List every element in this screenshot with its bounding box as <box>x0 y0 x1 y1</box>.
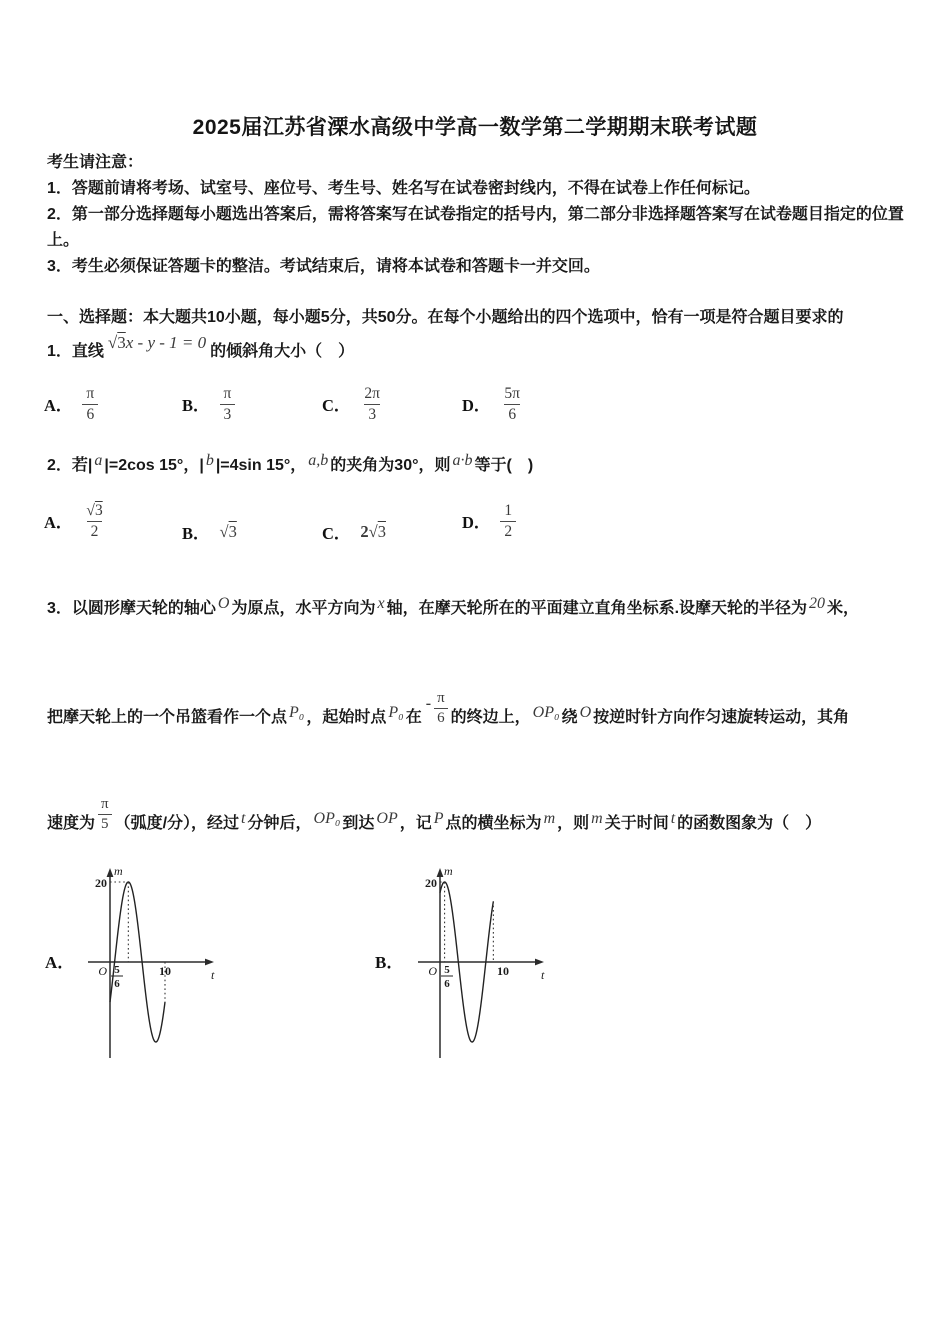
text-segment: 轴，在摩天轮所在的平面建立直角坐标系.设摩天轮的半径为 <box>386 600 808 617</box>
radical-sign: √ <box>86 502 95 519</box>
inline-fraction <box>98 796 112 832</box>
radicand: 3 <box>377 522 386 541</box>
fraction-denominator: 2 <box>500 521 516 541</box>
text-segment: 为原点，水平方向为 <box>231 600 376 617</box>
text-segment: 等于( ) <box>474 457 534 474</box>
text-segment: 的夹角为30°，则 <box>330 457 451 474</box>
q1-options <box>0 385 950 431</box>
q2-options <box>0 502 950 562</box>
notice-item-2: 2．第一部分选择题每小题选出答案后，需将答案写在试卷指定的括号内，第二部分非选择题答案写在试卷题目指定的位置上。 <box>47 206 904 249</box>
x-tick-frac-num: 5 <box>444 964 450 976</box>
inline-fraction <box>434 690 448 726</box>
math-segment: OP <box>376 810 398 828</box>
y-tick-20: 20 <box>95 876 107 890</box>
text-segment: 速度为 <box>47 815 96 833</box>
question-3-line-2 <box>47 690 905 736</box>
text-segment: 的函数图象为（ ） <box>677 815 822 833</box>
text-segment: ，记 <box>399 815 432 833</box>
fraction-numerator: 5π <box>504 385 520 402</box>
q1-option-b <box>182 385 235 424</box>
sqrt-expression <box>220 522 237 542</box>
math-segment: a <box>94 452 103 469</box>
x-tick-frac-num: 5 <box>114 964 120 976</box>
page-title: 2025届江苏省溧水高级中学高一数学第二学期期末联考试题 <box>192 116 758 139</box>
origin-label: O <box>428 964 437 978</box>
option-label: B． <box>182 396 210 416</box>
fraction <box>220 385 236 424</box>
option-label: A． <box>44 513 73 533</box>
math-segment: a·b <box>452 452 473 469</box>
math-segment: P <box>433 810 444 828</box>
option-label: B． <box>182 524 210 543</box>
question-1-stem <box>47 333 905 365</box>
q1-number: 1． <box>47 343 72 360</box>
x-axis-arrow <box>535 959 544 966</box>
notice-item-1: 1．答题前请将考场、试室号、座位号、考生号、姓名写在试卷密封线内，不得在试卷上作任何标记。 <box>47 180 760 197</box>
section-heading: 一、选择题：本大题共10小题，每小题5分，共50分。在每个小题给出的四个选项中，恰有一项是符合题目要求的 <box>47 309 844 326</box>
math-segment: P₀ <box>289 704 305 722</box>
math-segment: P₀ <box>388 704 404 722</box>
q2-option-d <box>462 502 516 541</box>
question-2-stem <box>47 453 905 479</box>
fraction-denominator: 3 <box>364 404 380 424</box>
q1-option-a <box>44 385 98 424</box>
q1-option-c <box>322 385 384 424</box>
dotted-guides <box>440 882 493 962</box>
text-segment: 2．若| <box>47 457 93 474</box>
fraction <box>82 502 106 541</box>
text-segment: 的终边上， <box>450 709 531 727</box>
q1-pre-text: 直线 <box>71 343 104 360</box>
y-tick-20: 20 <box>425 876 437 890</box>
q2-option-a <box>44 502 107 541</box>
q1-equation <box>104 333 210 352</box>
math-segment: x <box>377 595 385 612</box>
math-segment: a,b <box>308 452 329 469</box>
origin-label: O <box>98 964 107 978</box>
text-segment: 关于时间 <box>604 815 669 833</box>
radical-sign: √ <box>219 522 229 541</box>
text-segment: |=4sin 15°， <box>215 457 307 474</box>
fraction-numerator: π <box>223 385 232 402</box>
radicand: 3 <box>117 333 126 352</box>
fraction <box>360 385 384 424</box>
graph-option-a <box>45 862 275 1082</box>
x-axis-label: t <box>541 968 545 982</box>
fraction-numerator: π <box>101 796 109 812</box>
text-segment: 3．以圆形摩天轮的轴心 <box>47 600 216 617</box>
fraction-numerator: 2π <box>364 385 380 402</box>
option-label: D． <box>462 396 491 416</box>
question-3-line-1 <box>47 596 905 622</box>
graph-option-b <box>375 862 605 1082</box>
text-segment: 按逆时针方向作匀速旋转运动，其角 <box>593 709 850 727</box>
graph-a-plot <box>80 862 250 1077</box>
x-tick-10: 10 <box>497 964 509 978</box>
fraction-numerator <box>82 502 106 521</box>
option-label: D． <box>462 513 491 533</box>
fraction-denominator: 2 <box>87 521 103 541</box>
q2-option-c <box>322 520 386 544</box>
q1-post-text: 的倾斜角大小（ ） <box>210 343 355 360</box>
fraction-denominator: 6 <box>434 708 448 727</box>
fraction-numerator: π <box>86 385 95 402</box>
graph-b-plot <box>410 862 580 1077</box>
text-segment: 绕 <box>561 709 578 727</box>
fraction-denominator: 5 <box>98 814 112 833</box>
y-axis-arrow <box>107 868 114 877</box>
math-segment: t <box>241 810 246 828</box>
math-segment: t <box>670 810 676 828</box>
radicand: 3 <box>94 502 103 519</box>
option-a-label: A． <box>45 953 75 972</box>
text-segment: ，起始时点 <box>306 709 387 727</box>
option-b-label: B． <box>375 953 404 972</box>
notice-heading: 考生请注意： <box>47 154 144 171</box>
y-axis-label: m <box>444 864 453 878</box>
radical-sign: √ <box>107 333 118 352</box>
q1-equation-rest: x - y - 1 = 0 <box>125 333 207 352</box>
option-label: A． <box>44 396 73 416</box>
x-tick-frac-den: 6 <box>444 978 450 990</box>
question-3-line-3 <box>47 796 905 842</box>
text-segment: ，则 <box>557 815 590 833</box>
math-segment: OP₀ <box>532 704 560 722</box>
option-label: C． <box>322 524 351 543</box>
math-segment: m <box>543 810 556 828</box>
math-segment: OP₀ <box>313 810 341 828</box>
x-axis-arrow <box>205 959 214 966</box>
fraction <box>500 385 524 424</box>
radical-sign: √ <box>368 522 378 541</box>
fraction <box>500 502 516 541</box>
fraction-numerator: π <box>437 690 445 706</box>
fraction <box>82 385 98 424</box>
math-segment: 20 <box>809 595 826 612</box>
text-segment: |=2cos 15°，| <box>104 457 204 474</box>
text-segment: 在 <box>405 709 422 727</box>
radicand: 3 <box>228 522 237 541</box>
fraction-denominator: 6 <box>504 404 520 424</box>
x-tick-10: 10 <box>159 964 171 978</box>
minus-sign: - <box>425 695 432 713</box>
y-axis-arrow <box>437 868 444 877</box>
option-label: C． <box>322 396 351 416</box>
sqrt-expression <box>360 522 386 542</box>
q1-option-d <box>462 385 524 424</box>
text-segment: （弧度/分），经过 <box>114 815 240 833</box>
text-segment: 米， <box>827 600 860 617</box>
fraction-denominator: 3 <box>220 404 236 424</box>
fraction-numerator: 1 <box>504 502 513 519</box>
coefficient: 2 <box>360 522 369 541</box>
math-segment: m <box>591 810 603 828</box>
math-segment: b <box>205 452 214 469</box>
q2-option-b <box>182 520 237 544</box>
text-segment: 把摩天轮上的一个吊篮看作一个点 <box>47 709 288 727</box>
notice-item-3: 3．考生必须保证答题卡的整洁。考试结束后，请将本试卷和答题卡一并交回。 <box>47 258 600 275</box>
text-segment: 点的横坐标为 <box>445 815 542 833</box>
math-segment: O <box>579 704 592 722</box>
math-segment: O <box>217 595 230 612</box>
y-axis-label: m <box>114 864 123 878</box>
x-tick-frac-den: 6 <box>114 978 120 990</box>
text-segment: 分钟后， <box>247 815 312 833</box>
text-segment: 到达 <box>342 815 375 833</box>
fraction-denominator: 6 <box>82 404 98 424</box>
x-axis-label: t <box>211 968 215 982</box>
